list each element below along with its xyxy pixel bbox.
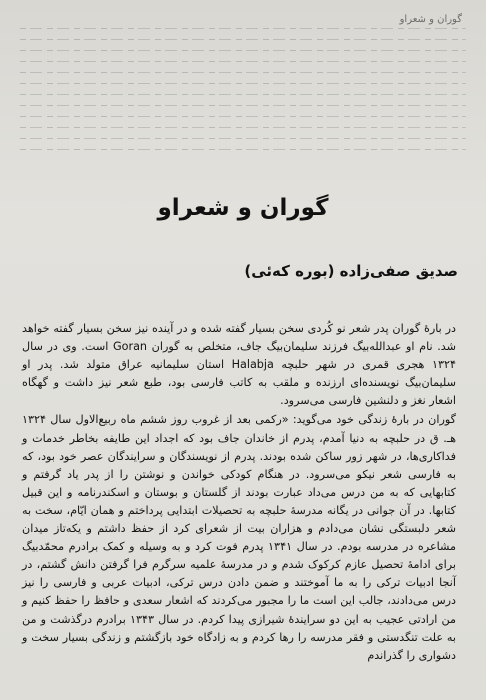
paragraph: گوران در بارهٔ زندگی خود می‌گوید: «رکمی بعد از غروب روز ششم ماه ربیع‌الاول سال ۱۳۲۴ هـ. ق در حلبچه به دنیا آمدم، پدرم از خاندان جاف بود که اجداد این طایفه بخاطر خدمات و فداکاری‌ها، در شهر زور ساکن شده بودند. پدرم از نویسندگان و سرایندگان عصر خود بود، که به فارسی شعر نیکو می‌سرود. در هنگام کودکی خواندن و نوشتن را از پدر یاد گرفتم و کتابهایی که به من درس می‌داد عبارت بودند از گلستان و بوستان و اسکندرنامه و این قبیل کتابها. در آن جوانی در یگانه مدرسهٔ حلبچه به تحصیلات ابتدایی پرداختم و همان ایّام، سخت به شعر دلبستگی نشان می‌دادم و هزاران بیت از شعرای کرد از حفظ داشتم و یکه‌تاز میدان مشاعره در مدرسه بودم. در سال ۱۳۴۱ پدرم فوت کرد و به وسیله و کمک برادرم محمّدبیگ برای ادامهٔ تحصیل عازم کرکوک شدم و در مدرسهٔ علمیه سرگرم فرا گرفتن دانش گشتم، در آنجا ادبیات ترکی را به ما آموختند و ضمن دادن درس ترکی، ادبیات عربی و فارسی را نیز درس می‌دادند، جالب این است ما را مجبور می‌کردند که اشعار سعدی و حافظ را حفظ کنیم و من ارادتی عجیب به این دو سرایندهٔ شیرازی پیدا کردم. در سال ۱۳۴۳ برادرم درگذشت و من به علت تنگدستی و فقر مدرسه را رها کردم و به زادگاه خود بازگشتم و زندگی بسیار سخت و دشواری را گذراندم: [22, 413, 457, 662]
article-author: صدیق صفی‌زاده (بوره که‌ئی): [244, 262, 458, 280]
paragraph: در بارهٔ گوران پدر شعر نو کُردی سخن بسیار گفته شده و در آینده نیز سخن بسیار گفته خواهد شد. نام او عبدالله‌بیگ فرزند سلیمان‌بیگ جاف، متخلص به گوران Goran است. وی در سال ۱۳۲۴ هجری قمری در شهر حلبچه Halabja استان سلیمانیه عراق متولد شد. پدر او سلیمان‌بیگ نویسنده‌ای ارزنده و ملقب به کاتب فارسی بود، طبع شعر نیز داشت و گهگاه اشعار نغز و دلنشین فارسی می‌سرود.: [22, 322, 457, 408]
bleed-through-lines: [20, 18, 466, 168]
article-body: [22, 320, 456, 665]
article-title: گوران و شعراو: [157, 195, 329, 221]
running-header: گوران و شعراو: [399, 14, 462, 25]
